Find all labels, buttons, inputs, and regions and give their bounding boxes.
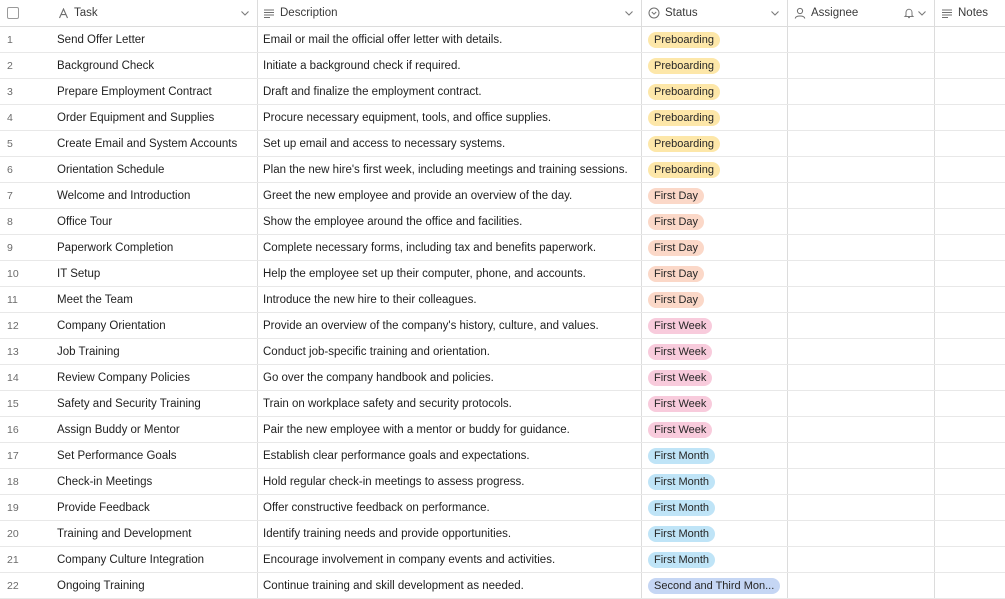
status-badge[interactable]: First Month xyxy=(648,526,715,542)
row-number-text: 19 xyxy=(7,501,19,514)
row-number xyxy=(0,209,46,234)
assignee-cell[interactable] xyxy=(788,339,935,364)
description-text: Encourage involvement in company events and activities. xyxy=(263,553,556,566)
row-number-text: 15 xyxy=(7,397,19,410)
status-cell[interactable] xyxy=(642,157,788,182)
status-badge[interactable]: First Day xyxy=(648,240,704,256)
row-number xyxy=(0,443,46,468)
row-number xyxy=(0,339,46,364)
table-row[interactable] xyxy=(0,365,1005,391)
row-number-text: 8 xyxy=(7,215,13,228)
description-text: Hold regular check-in meetings to assess progress. xyxy=(263,475,525,488)
row-number xyxy=(0,235,46,260)
person-icon xyxy=(794,7,806,19)
status-cell[interactable] xyxy=(642,573,788,598)
circle-chevron-icon xyxy=(648,7,660,19)
task-text: Prepare Employment Contract xyxy=(57,85,212,98)
status-badge[interactable]: First Day xyxy=(648,292,704,308)
assignee-cell[interactable] xyxy=(788,547,935,572)
assignee-cell[interactable] xyxy=(788,391,935,416)
description-cell[interactable] xyxy=(258,573,642,598)
task-text: Job Training xyxy=(57,345,120,358)
task-text: Send Offer Letter xyxy=(57,33,146,46)
assignee-cell[interactable] xyxy=(788,105,935,130)
task-text: Welcome and Introduction xyxy=(57,189,191,202)
status-badge[interactable]: Preboarding xyxy=(648,84,720,100)
status-cell[interactable] xyxy=(642,469,788,494)
chevron-down-icon[interactable] xyxy=(624,8,634,18)
notes-cell[interactable] xyxy=(935,495,1005,520)
notes-cell[interactable] xyxy=(935,417,1005,442)
task-text: Ongoing Training xyxy=(57,579,145,592)
status-cell[interactable] xyxy=(642,547,788,572)
description-cell[interactable] xyxy=(258,27,642,52)
table-row[interactable] xyxy=(0,261,1005,287)
notes-cell[interactable] xyxy=(935,365,1005,390)
assignee-cell[interactable] xyxy=(788,79,935,104)
row-number-text: 14 xyxy=(7,371,19,384)
task-text: Company Orientation xyxy=(57,319,166,332)
description-cell[interactable] xyxy=(258,417,642,442)
notes-cell[interactable] xyxy=(935,235,1005,260)
description-cell[interactable] xyxy=(258,313,642,338)
task-cell[interactable] xyxy=(46,573,258,598)
task-cell[interactable] xyxy=(46,261,258,286)
row-number-text: 20 xyxy=(7,527,19,540)
column-header-status-label: Status xyxy=(665,7,698,19)
status-cell[interactable] xyxy=(642,105,788,130)
table-row[interactable] xyxy=(0,79,1005,105)
assignee-cell[interactable] xyxy=(788,183,935,208)
task-text: Check-in Meetings xyxy=(57,475,153,488)
row-number-text: 18 xyxy=(7,475,19,488)
status-badge[interactable]: Preboarding xyxy=(648,162,720,178)
description-text: Pair the new employee with a mentor or buddy for guidance. xyxy=(263,423,570,436)
description-text: Establish clear performance goals and expectations. xyxy=(263,449,530,462)
notes-cell[interactable] xyxy=(935,391,1005,416)
task-text: Background Check xyxy=(57,59,155,72)
table-body xyxy=(0,27,1005,599)
table-row[interactable] xyxy=(0,131,1005,157)
select-all-checkbox[interactable] xyxy=(7,7,19,19)
task-cell[interactable] xyxy=(46,469,258,494)
description-cell[interactable] xyxy=(258,495,642,520)
status-badge[interactable]: Preboarding xyxy=(648,32,720,48)
description-text: Draft and finalize the employment contract. xyxy=(263,85,482,98)
row-number xyxy=(0,53,46,78)
task-text: Review Company Policies xyxy=(57,371,190,384)
task-cell[interactable] xyxy=(46,157,258,182)
column-header-assignee[interactable] xyxy=(788,0,935,26)
status-cell[interactable] xyxy=(642,209,788,234)
table-row[interactable] xyxy=(0,313,1005,339)
row-number xyxy=(0,131,46,156)
table-row[interactable] xyxy=(0,53,1005,79)
status-cell[interactable] xyxy=(642,495,788,520)
assignee-cell[interactable] xyxy=(788,261,935,286)
task-cell[interactable] xyxy=(46,287,258,312)
text-a-icon xyxy=(57,7,69,19)
status-cell[interactable] xyxy=(642,27,788,52)
assignee-cell[interactable] xyxy=(788,443,935,468)
description-cell[interactable] xyxy=(258,469,642,494)
description-text: Initiate a background check if required. xyxy=(263,59,461,72)
notes-cell[interactable] xyxy=(935,469,1005,494)
row-number xyxy=(0,495,46,520)
row-number xyxy=(0,313,46,338)
task-cell[interactable] xyxy=(46,417,258,442)
task-text: Meet the Team xyxy=(57,293,133,306)
assignee-cell[interactable] xyxy=(788,469,935,494)
task-cell[interactable] xyxy=(46,53,258,78)
task-cell[interactable] xyxy=(46,105,258,130)
column-header-description[interactable] xyxy=(258,0,642,26)
table-row[interactable] xyxy=(0,287,1005,313)
description-text: Provide an overview of the company's history, culture, and values. xyxy=(263,319,599,332)
table-row[interactable] xyxy=(0,209,1005,235)
row-number xyxy=(0,261,46,286)
description-cell[interactable] xyxy=(258,209,642,234)
status-badge[interactable]: First Day xyxy=(648,214,704,230)
row-number-text: 12 xyxy=(7,319,19,332)
task-text: Training and Development xyxy=(57,527,192,540)
assignee-cell[interactable] xyxy=(788,417,935,442)
status-cell[interactable] xyxy=(642,417,788,442)
description-text: Procure necessary equipment, tools, and office supplies. xyxy=(263,111,552,124)
description-text: Email or mail the official offer letter with details. xyxy=(263,33,503,46)
row-number-text: 7 xyxy=(7,189,13,202)
description-text: Train on workplace safety and security protocols. xyxy=(263,397,512,410)
table-row[interactable] xyxy=(0,105,1005,131)
description-cell[interactable] xyxy=(258,365,642,390)
description-cell[interactable] xyxy=(258,547,642,572)
description-text: Help the employee set up their computer, phone, and accounts. xyxy=(263,267,586,280)
status-badge[interactable]: Second and Third Mon... xyxy=(648,578,780,594)
description-text: Greet the new employee and provide an overview of the day. xyxy=(263,189,573,202)
status-cell[interactable] xyxy=(642,235,788,260)
row-number-text: 21 xyxy=(7,553,19,566)
notes-cell[interactable] xyxy=(935,547,1005,572)
row-number-text: 4 xyxy=(7,111,13,124)
description-cell[interactable] xyxy=(258,287,642,312)
assignee-cell[interactable] xyxy=(788,521,935,546)
chevron-down-icon[interactable] xyxy=(770,8,780,18)
status-cell[interactable] xyxy=(642,313,788,338)
status-badge[interactable]: First Day xyxy=(648,188,704,204)
task-cell[interactable] xyxy=(46,365,258,390)
status-badge[interactable]: First Month xyxy=(648,500,715,516)
column-header-assignee-label: Assignee xyxy=(811,7,859,19)
select-all-cell[interactable] xyxy=(0,0,46,26)
description-text: Complete necessary forms, including tax and benefits paperwork. xyxy=(263,241,597,254)
chevron-down-icon[interactable] xyxy=(240,8,250,18)
task-text: Set Performance Goals xyxy=(57,449,177,462)
row-number-text: 10 xyxy=(7,267,19,280)
row-number-text: 6 xyxy=(7,163,13,176)
table-row[interactable] xyxy=(0,235,1005,261)
description-cell[interactable] xyxy=(258,443,642,468)
status-badge[interactable]: Preboarding xyxy=(648,58,720,74)
notes-cell[interactable] xyxy=(935,157,1005,182)
row-number xyxy=(0,547,46,572)
status-badge[interactable]: First Week xyxy=(648,370,712,386)
task-cell[interactable] xyxy=(46,547,258,572)
row-number-text: 13 xyxy=(7,345,19,358)
table-row[interactable] xyxy=(0,417,1005,443)
task-text: Orientation Schedule xyxy=(57,163,165,176)
task-text: Company Culture Integration xyxy=(57,553,205,566)
description-cell[interactable] xyxy=(258,261,642,286)
table-row[interactable] xyxy=(0,391,1005,417)
notes-cell[interactable] xyxy=(935,287,1005,312)
row-number-text: 11 xyxy=(7,293,18,306)
description-cell[interactable] xyxy=(258,53,642,78)
row-number xyxy=(0,469,46,494)
description-text: Plan the new hire's first week, including meetings and training sessions. xyxy=(263,163,628,176)
row-number-text: 3 xyxy=(7,85,13,98)
column-header-notes[interactable] xyxy=(935,0,1005,26)
task-cell[interactable] xyxy=(46,313,258,338)
assignee-cell[interactable] xyxy=(788,495,935,520)
notes-cell[interactable] xyxy=(935,339,1005,364)
row-number-text: 16 xyxy=(7,423,19,436)
notes-cell[interactable] xyxy=(935,443,1005,468)
task-cell[interactable] xyxy=(46,209,258,234)
notes-cell[interactable] xyxy=(935,573,1005,598)
row-number xyxy=(0,287,46,312)
table-header-row xyxy=(0,0,1005,27)
notes-cell[interactable] xyxy=(935,53,1005,78)
task-cell[interactable] xyxy=(46,79,258,104)
assignee-cell[interactable] xyxy=(788,573,935,598)
column-header-task[interactable] xyxy=(46,0,258,26)
status-badge[interactable]: Preboarding xyxy=(648,136,720,152)
task-text: IT Setup xyxy=(57,267,101,280)
task-cell[interactable] xyxy=(46,235,258,260)
row-number-text: 1 xyxy=(7,33,13,46)
status-cell[interactable] xyxy=(642,521,788,546)
status-badge[interactable]: First Week xyxy=(648,396,712,412)
table-row[interactable] xyxy=(0,573,1005,599)
table-row[interactable] xyxy=(0,547,1005,573)
assignee-cell[interactable] xyxy=(788,209,935,234)
paragraph-lines-icon xyxy=(263,7,275,19)
status-cell[interactable] xyxy=(642,131,788,156)
description-cell[interactable] xyxy=(258,235,642,260)
notes-cell[interactable] xyxy=(935,261,1005,286)
task-cell[interactable] xyxy=(46,27,258,52)
task-text: Order Equipment and Supplies xyxy=(57,111,215,124)
row-number xyxy=(0,105,46,130)
row-number xyxy=(0,27,46,52)
row-number xyxy=(0,183,46,208)
task-cell[interactable] xyxy=(46,521,258,546)
task-cell[interactable] xyxy=(46,339,258,364)
row-number xyxy=(0,573,46,598)
description-cell[interactable] xyxy=(258,157,642,182)
status-badge[interactable]: First Day xyxy=(648,266,704,282)
notes-cell[interactable] xyxy=(935,105,1005,130)
notes-cell[interactable] xyxy=(935,131,1005,156)
row-number-text: 22 xyxy=(7,579,19,592)
table-row[interactable] xyxy=(0,27,1005,53)
row-number-text: 5 xyxy=(7,137,13,150)
task-text: Paperwork Completion xyxy=(57,241,174,254)
status-badge[interactable]: First Month xyxy=(648,474,715,490)
bell-icon[interactable] xyxy=(903,7,915,19)
status-badge[interactable]: First Month xyxy=(648,552,715,568)
task-text: Create Email and System Accounts xyxy=(57,137,238,150)
task-text: Office Tour xyxy=(57,215,113,228)
description-cell[interactable] xyxy=(258,521,642,546)
table-row[interactable] xyxy=(0,339,1005,365)
notes-cell[interactable] xyxy=(935,521,1005,546)
notes-cell[interactable] xyxy=(935,27,1005,52)
row-number-text: 17 xyxy=(7,449,19,462)
task-text: Safety and Security Training xyxy=(57,397,201,410)
task-cell[interactable] xyxy=(46,443,258,468)
row-number xyxy=(0,417,46,442)
description-cell[interactable] xyxy=(258,105,642,130)
row-number xyxy=(0,79,46,104)
status-badge[interactable]: First Week xyxy=(648,344,712,360)
row-number-text: 2 xyxy=(7,59,13,72)
description-text: Introduce the new hire to their colleagues. xyxy=(263,293,477,306)
column-header-description-label: Description xyxy=(280,7,338,19)
assignee-cell[interactable] xyxy=(788,287,935,312)
description-cell[interactable] xyxy=(258,391,642,416)
status-cell[interactable] xyxy=(642,183,788,208)
description-cell[interactable] xyxy=(258,79,642,104)
description-cell[interactable] xyxy=(258,131,642,156)
assignee-cell[interactable] xyxy=(788,53,935,78)
task-text: Assign Buddy or Mentor xyxy=(57,423,180,436)
description-text: Show the employee around the office and facilities. xyxy=(263,215,523,228)
assignee-cell[interactable] xyxy=(788,235,935,260)
assignee-cell[interactable] xyxy=(788,131,935,156)
notes-cell[interactable] xyxy=(935,79,1005,104)
row-number xyxy=(0,391,46,416)
status-badge[interactable]: First Week xyxy=(648,422,712,438)
table-row[interactable] xyxy=(0,469,1005,495)
description-text: Set up email and access to necessary systems. xyxy=(263,137,506,150)
task-cell[interactable] xyxy=(46,495,258,520)
chevron-down-icon[interactable] xyxy=(917,8,927,18)
notes-cell[interactable] xyxy=(935,209,1005,234)
description-cell[interactable] xyxy=(258,339,642,364)
status-badge[interactable]: Preboarding xyxy=(648,110,720,126)
row-number-text: 9 xyxy=(7,241,13,254)
description-text: Go over the company handbook and policies. xyxy=(263,371,494,384)
task-cell[interactable] xyxy=(46,131,258,156)
table-row[interactable] xyxy=(0,157,1005,183)
task-cell[interactable] xyxy=(46,391,258,416)
assignee-cell[interactable] xyxy=(788,313,935,338)
status-cell[interactable] xyxy=(642,365,788,390)
description-cell[interactable] xyxy=(258,183,642,208)
status-cell[interactable] xyxy=(642,53,788,78)
row-number xyxy=(0,157,46,182)
description-text: Continue training and skill development as needed. xyxy=(263,579,524,592)
status-badge[interactable]: First Month xyxy=(648,448,715,464)
status-cell[interactable] xyxy=(642,339,788,364)
description-text: Offer constructive feedback on performance. xyxy=(263,501,490,514)
notes-cell[interactable] xyxy=(935,183,1005,208)
assignee-cell[interactable] xyxy=(788,27,935,52)
status-cell[interactable] xyxy=(642,287,788,312)
task-cell[interactable] xyxy=(46,183,258,208)
row-number xyxy=(0,365,46,390)
table-row[interactable] xyxy=(0,443,1005,469)
table-row[interactable] xyxy=(0,495,1005,521)
status-cell[interactable] xyxy=(642,443,788,468)
description-text: Conduct job-specific training and orientation. xyxy=(263,345,490,358)
notes-cell[interactable] xyxy=(935,313,1005,338)
column-header-status[interactable] xyxy=(642,0,788,26)
row-number xyxy=(0,521,46,546)
table-row[interactable] xyxy=(0,521,1005,547)
status-cell[interactable] xyxy=(642,261,788,286)
column-header-notes-label: Notes xyxy=(958,7,989,19)
task-text: Provide Feedback xyxy=(57,501,150,514)
description-text: Identify training needs and provide opportunities. xyxy=(263,527,512,540)
status-badge[interactable]: First Week xyxy=(648,318,712,334)
table-row[interactable] xyxy=(0,183,1005,209)
assignee-cell[interactable] xyxy=(788,157,935,182)
status-cell[interactable] xyxy=(642,79,788,104)
column-header-task-label: Task xyxy=(74,7,98,19)
assignee-cell[interactable] xyxy=(788,365,935,390)
paragraph-lines-icon xyxy=(941,7,953,19)
status-cell[interactable] xyxy=(642,391,788,416)
